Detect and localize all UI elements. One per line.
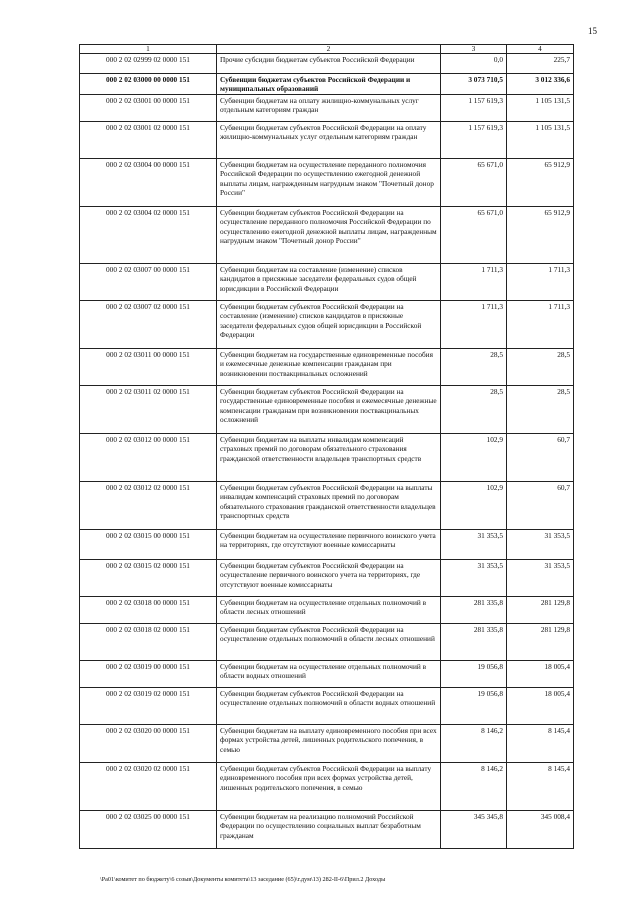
row-code: 000 2 02 03015 00 0000 151 <box>80 529 217 559</box>
row-code: 000 2 02 03019 00 0000 151 <box>80 660 217 687</box>
table-row <box>80 660 574 687</box>
row-value-plan: 1 157 619,3 <box>441 121 507 158</box>
table-row <box>80 433 574 481</box>
row-value-actual: 31 353,5 <box>507 559 574 596</box>
row-name: Субвенции бюджетам на осуществление переданного полномочия Российской Федерации по осуществлению ежегодной денежной выплаты лицам, награжденным нагрудным знаком "Почетный донор России" <box>217 158 441 206</box>
table-row <box>80 206 574 263</box>
row-code: 000 2 02 03018 02 0000 151 <box>80 623 217 660</box>
row-name: Субвенции бюджетам субъектов Российской Федерации и муниципальных образований <box>217 74 441 95</box>
row-code: 000 2 02 03012 00 0000 151 <box>80 433 217 481</box>
row-code: 000 2 02 03004 02 0000 151 <box>80 206 217 263</box>
row-value-actual: 281 129,8 <box>507 596 574 623</box>
page-number: 15 <box>588 26 597 36</box>
table-body <box>80 45 574 849</box>
row-name: Субвенции бюджетам на выплату единовременного пособия при всех формах устройства детей, лишенных родительского попечения, в семью <box>217 724 441 762</box>
table-row <box>80 385 574 433</box>
row-value-plan: 19 056,8 <box>441 687 507 724</box>
table-row <box>80 623 574 660</box>
row-name: Субвенции бюджетам субъектов Российской Федерации на выплату единовременного пособия при всех формах устройства детей, лишенных родительского попечения, в семью <box>217 762 441 810</box>
row-value-actual: 60,7 <box>507 433 574 481</box>
row-value-actual: 3 012 336,6 <box>507 74 574 95</box>
table-row <box>80 596 574 623</box>
row-value-actual: 8 145,4 <box>507 762 574 810</box>
row-code: 000 2 02 03007 02 0000 151 <box>80 300 217 348</box>
header-cell-1: 1 <box>80 45 217 54</box>
row-value-actual: 28,5 <box>507 385 574 433</box>
row-code: 000 2 02 03011 02 0000 151 <box>80 385 217 433</box>
row-value-actual: 65 912,9 <box>507 206 574 263</box>
row-code: 000 2 02 03020 02 0000 151 <box>80 762 217 810</box>
table-row <box>80 724 574 762</box>
row-value-actual: 18 005,4 <box>507 687 574 724</box>
header-cell-2: 2 <box>217 45 441 54</box>
row-name: Субвенции бюджетам на осуществление первичного воинского учета на территориях, где отсутствуют военные комиссариаты <box>217 529 441 559</box>
row-value-plan: 28,5 <box>441 348 507 385</box>
row-code: 000 2 02 03011 00 0000 151 <box>80 348 217 385</box>
row-code: 000 2 02 03015 02 0000 151 <box>80 559 217 596</box>
row-value-plan: 65 671,0 <box>441 158 507 206</box>
table-row <box>80 94 574 121</box>
header-cell-4: 4 <box>507 45 574 54</box>
row-name: Субвенции бюджетам субъектов Российской Федерации на выплаты инвалидам компенсаций страховых премий по договорам обязательного страхования гражданской ответственности владельцев транспортных средств <box>217 481 441 529</box>
row-name: Субвенции бюджетам субъектов Российской Федерации на осуществление переданного полномочия Российской Федерации по осуществлению ежегодной денежной выплаты лицам, награжденным нагрудным знаком "Почетный донор России" <box>217 206 441 263</box>
row-value-actual: 1 711,3 <box>507 300 574 348</box>
row-code: 000 2 02 02999 02 0000 151 <box>80 54 217 74</box>
row-code: 000 2 02 03000 00 0000 151 <box>80 74 217 95</box>
row-value-actual: 8 145,4 <box>507 724 574 762</box>
row-value-actual: 18 005,4 <box>507 660 574 687</box>
row-value-plan: 3 073 710,5 <box>441 74 507 95</box>
header-row <box>80 45 574 54</box>
row-value-plan: 19 056,8 <box>441 660 507 687</box>
row-name: Субвенции бюджетам на государственные единовременные пособия и ежемесячные денежные компенсации гражданам при возникновении поствакцинальных осложнений <box>217 348 441 385</box>
table-row <box>80 121 574 158</box>
row-code: 000 2 02 03020 00 0000 151 <box>80 724 217 762</box>
row-value-plan: 1 157 619,3 <box>441 94 507 121</box>
row-value-actual: 1 105 131,5 <box>507 121 574 158</box>
row-code: 000 2 02 03007 00 0000 151 <box>80 263 217 300</box>
row-value-plan: 281 335,8 <box>441 623 507 660</box>
row-name: Субвенции бюджетам субъектов Российской Федерации на оплату жилищно-коммунальных услуг отдельным категориям граждан <box>217 121 441 158</box>
footer-path: \Pa01\комитет по бюджету\6 созыв\Документы комитета\13 заседание (65)\г.дум\13) 282-II-6\Прил.2 Доходы <box>100 876 386 883</box>
table-row <box>80 263 574 300</box>
revenue-table <box>79 44 574 849</box>
table-row <box>80 300 574 348</box>
table-row <box>80 559 574 596</box>
table-row <box>80 481 574 529</box>
table-row <box>80 348 574 385</box>
row-name: Субвенции бюджетам на составление (изменение) списков кандидатов в присяжные заседатели федеральных судов общей юрисдикции в Российской Федерации <box>217 263 441 300</box>
row-value-plan: 345 345,8 <box>441 810 507 848</box>
header-cell-3: 3 <box>441 45 507 54</box>
row-value-plan: 1 711,3 <box>441 263 507 300</box>
table-row <box>80 74 574 95</box>
row-name: Субвенции бюджетам субъектов Российской Федерации на государственные единовременные пособия и ежемесячные денежные компенсации гражданам при возникновении поствакцинальных осложнений <box>217 385 441 433</box>
row-value-actual: 345 008,4 <box>507 810 574 848</box>
row-value-actual: 60,7 <box>507 481 574 529</box>
row-code: 000 2 02 03004 00 0000 151 <box>80 158 217 206</box>
row-value-actual: 1 105 131,5 <box>507 94 574 121</box>
row-value-plan: 8 146,2 <box>441 762 507 810</box>
row-value-plan: 0,0 <box>441 54 507 74</box>
row-name: Субвенции бюджетам на выплаты инвалидам компенсаций страховых премий по договорам обязательного страхования гражданской ответственности владельцев транспортных средств <box>217 433 441 481</box>
row-value-actual: 1 711,3 <box>507 263 574 300</box>
row-name: Субвенции бюджетам на осуществление отдельных полномочий в области лесных отношений <box>217 596 441 623</box>
table-row <box>80 529 574 559</box>
row-value-actual: 225,7 <box>507 54 574 74</box>
row-name: Субвенции бюджетам субъектов Российской Федерации на осуществление отдельных полномочий в области лесных отношений <box>217 623 441 660</box>
table-row <box>80 762 574 810</box>
row-name: Субвенции бюджетам субъектов Российской Федерации на осуществление отдельных полномочий в области водных отношений <box>217 687 441 724</box>
row-code: 000 2 02 03018 00 0000 151 <box>80 596 217 623</box>
row-value-plan: 31 353,5 <box>441 529 507 559</box>
row-name: Субвенции бюджетам субъектов Российской Федерации на составление (изменение) списков кандидатов в присяжные заседатели федеральных судов общей юрисдикции в Российской Федерации <box>217 300 441 348</box>
row-value-plan: 281 335,8 <box>441 596 507 623</box>
table-row <box>80 687 574 724</box>
row-value-actual: 31 353,5 <box>507 529 574 559</box>
table-row <box>80 158 574 206</box>
row-code: 000 2 02 03019 02 0000 151 <box>80 687 217 724</box>
row-code: 000 2 02 03012 02 0000 151 <box>80 481 217 529</box>
row-name: Субвенции бюджетам на реализацию полномочий Российской Федерации по осуществлению социальных выплат безработным гражданам <box>217 810 441 848</box>
row-name: Субвенции бюджетам на оплату жилищно-коммунальных услуг отдельным категориям граждан <box>217 94 441 121</box>
row-value-plan: 8 146,2 <box>441 724 507 762</box>
row-code: 000 2 02 03025 00 0000 151 <box>80 810 217 848</box>
row-value-plan: 102,9 <box>441 481 507 529</box>
row-value-actual: 28,5 <box>507 348 574 385</box>
row-code: 000 2 02 03001 00 0000 151 <box>80 94 217 121</box>
row-value-actual: 281 129,8 <box>507 623 574 660</box>
row-value-plan: 102,9 <box>441 433 507 481</box>
row-code: 000 2 02 03001 02 0000 151 <box>80 121 217 158</box>
row-value-plan: 1 711,3 <box>441 300 507 348</box>
row-name: Прочие субсидии бюджетам субъектов Российской Федерации <box>217 54 441 74</box>
row-name: Субвенции бюджетам субъектов Российской Федерации на осуществление первичного воинского учета на территориях, где отсутствуют военные комиссариаты <box>217 559 441 596</box>
row-value-plan: 28,5 <box>441 385 507 433</box>
table-row <box>80 54 574 74</box>
table-row <box>80 810 574 848</box>
row-value-plan: 65 671,0 <box>441 206 507 263</box>
row-value-plan: 31 353,5 <box>441 559 507 596</box>
row-value-actual: 65 912,9 <box>507 158 574 206</box>
row-name: Субвенции бюджетам на осуществление отдельных полномочий в области водных отношений <box>217 660 441 687</box>
